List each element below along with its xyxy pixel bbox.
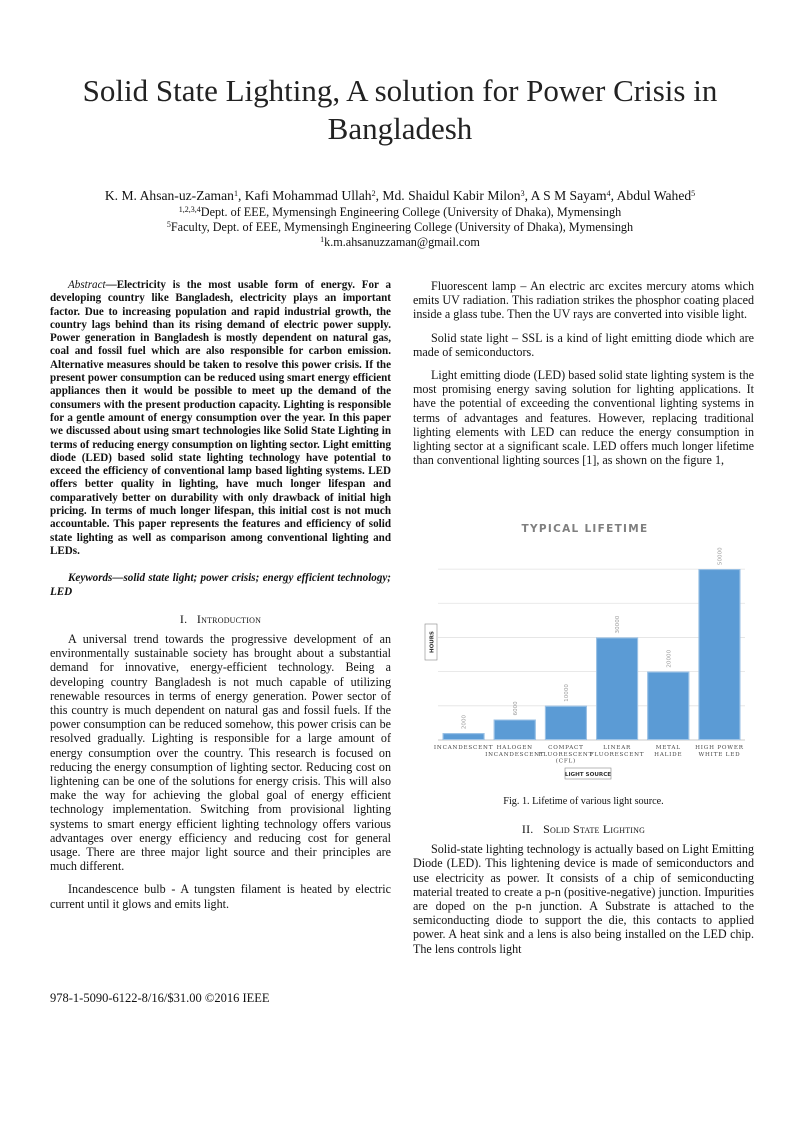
intro-paragraph: Incandescence bulb - A tungsten filament is heated by electric current until it glows and emits light.: [50, 882, 391, 911]
chart-category-label: METAL: [655, 745, 681, 751]
affiliation-text: Faculty, Dept. of EEE, Mymensingh Engineering College (University of Dhaka), Mymensingh: [170, 220, 634, 234]
abstract: [50, 279, 391, 558]
author-sup: 1: [233, 189, 238, 198]
chart-data-label: 30000: [615, 615, 622, 634]
chart-bar: [494, 719, 536, 740]
chart-category-label: COMPACT: [548, 745, 584, 751]
chart-bar: [698, 569, 740, 740]
body-paragraph: Fluorescent lamp – An electric arc excites mercury atoms which emits UV radiation. This radiation strikes the phosphor coating placed inside a glass tube. Then the UV rays are converted into visible light.: [413, 279, 754, 322]
affiliation-text: Dept. of EEE, Mymensingh Engineering College (University of Dhaka), Mymensingh: [200, 205, 622, 219]
section-heading-introduction: [50, 612, 391, 626]
chart-bar: [647, 672, 689, 740]
chart-category-label: FLUORESCENT: [589, 751, 645, 758]
affiliation-line: [40, 220, 760, 235]
author-sup: 5: [691, 189, 696, 198]
copyright-footer: 978-1-5090-6122-8/16/$31.00 ©2016 IEEE: [50, 991, 270, 1005]
body-paragraph: Light emitting diode (LED) based solid state lighting system is the most promising energy saving solution for lighting applications. It have the potential of exceeding the conventional lighting systems in terms of advantages and features. However, replacing traditional lighting elements with LED can reduce the energy consumption in lighting sector at a significant scale. LED offers much longer lifetime than conventional lighting sources [1], as shown on the figure 1,: [413, 368, 754, 468]
chart-category-label: WHITE LED: [698, 751, 741, 758]
author-name: Kafi Mohammad Ullah: [244, 188, 372, 203]
affiliation-line: [40, 205, 760, 220]
x-axis-label: LIGHT SOURCE: [564, 772, 612, 778]
author-sup: 4: [606, 189, 611, 198]
chart-bar: [596, 637, 638, 740]
paper-title: Solid State Lighting, A solution for Power Crisis in Bangladesh: [82, 73, 718, 146]
abstract-text: —Electricity is the most usable form of energy. For a developing country like Bangladesh, electricity plays an important factor. Due to increasing population and rapid industrial growth, the country lags behind than its rising demand of electric power supply. Power generation in Bangladesh is mostly dependent on natural gas, coal and fossil fuel which are also responsible for carbon emission. Alternative measures should be taken to resolve this power crisis. If the present power consumption can be reduced using smart energy efficient appliances then it would be possible to meet up the demand of the consumers with the present production capacity. Lighting is responsible for a gentle amount of energy consumption over the year. In this paper we discussed about using smart technologies like Solid State Lighting in terms of reducing energy consumption on lighting sector. Light emitting diode (LED) based solid state lighting technology have potential to exceed the efficiency of conventional lamp based lighting systems. LED offers better quality in lighting, have much longer lifespan and comparatively better on durability with only drawback of initial high pricing. In terms of much longer lifespan, this initial cost is not much accountable. This paper represents the features and efficiency of solid state lighting as well as comparison among conventional lighting and LEDs.: [50, 279, 391, 557]
affiliation-sup: 1,2,3,4: [178, 205, 201, 214]
section-number: II.: [521, 822, 534, 836]
author-sup: 2: [371, 189, 376, 198]
author-name: Abdul Wahed: [616, 188, 692, 203]
lifetime-chart-svg: [420, 512, 750, 790]
chart-category-label: INCANDESCENT: [485, 751, 545, 758]
chart-category-label: FLUORESCENT: [538, 751, 594, 758]
abstract-lead: Abstract: [68, 279, 106, 291]
author-name: K. M. Ahsan-uz-Zaman: [104, 188, 234, 203]
email-line: [40, 235, 760, 250]
author-list: K. M. Ahsan-uz-Zaman$^1$, Kafi Mohammad Ullah$^2$, Md. Shaidul Kabir Milon$^3$, A S M Sayam$^4$, Abdul Wahed$^5$: [104, 188, 696, 203]
chart-bar: [545, 706, 587, 740]
author-name: Md. Shaidul Kabir Milon: [382, 188, 521, 203]
section-title: Introduction: [196, 611, 262, 626]
ssl-paragraph: Solid-state lighting technology is actually based on Light Emitting Diode (LED). This lightening device is made of semiconductors and use electricity as power. It consists of a chip of semiconducting material treated to create a p-n (positive-negative) junction. Impurities are doped on the p-n junction. A Substrate is attached to the semiconducting diode to support the die, this contacts to applied power. A heat sink and a lens is also being installed on the LED chip. The lens controls light: [413, 842, 754, 956]
chart-category-label: LINEAR: [603, 745, 632, 751]
author-sup: 3: [520, 189, 525, 198]
chart-data-label: 10000: [563, 684, 570, 702]
chart-bar: [443, 733, 485, 740]
section-title: Solid State Lighting: [543, 822, 646, 836]
section-heading-ssl: [413, 822, 754, 836]
chart-category-label: HALIDE: [654, 751, 683, 758]
figure-caption: Fig. 1. Lifetime of various light source.: [503, 796, 664, 807]
left-column: [50, 279, 391, 911]
chart-category-label: HALOGEN: [496, 745, 533, 751]
section-2: [413, 822, 754, 956]
chart-category-label: INCANDESCENT: [433, 745, 494, 751]
author-email: k.m.ahsanuzzaman@gmail.com: [324, 235, 480, 249]
affiliation-sup: 1: [320, 235, 325, 244]
chart-data-label: 6000: [512, 701, 519, 716]
affiliation-sup: 5: [166, 220, 171, 229]
chart-data-label: 50000: [717, 547, 724, 566]
chart-data-label: 20000: [666, 649, 673, 668]
chart-title: TYPICAL LIFETIME: [521, 523, 649, 535]
keywords: Keywords—solid state light; power crisis; energy efficient technology; LED: [50, 572, 391, 598]
chart-data-label: 2000: [461, 714, 468, 730]
intro-paragraph: A universal trend towards the progressive development of an environmentally sustainable society has brought about a substantial demand for innovative, energy-efficient technology. Being a developing country Bangladesh is not much capable of utilizing renewable resources in terms of energy generation. Power sector of this country is much dependent on natural gas and fossil fuels. If the power consumption can be reduced somehow, this power crisis can be resolved gradually. Lighting is responsible for a large amount of energy consumption over the country. This research is focused on reducing the energy consumption of lighting sector. Reducing cost on lightening can be one of the solutions for energy crisis. This will also make the way for achieving the global goal of energy efficient technology implementation. Switching from provisional lighting systems to smart energy efficient lighting technology offers various advantages over energy efficiency and reducing cost for general usage. There are three major light source and their principles are much different.: [50, 632, 391, 874]
chart-category-label: HIGH POWER: [695, 745, 744, 751]
body-paragraph: Solid state light – SSL is a kind of light emitting diode which are made of semiconductors.: [413, 330, 754, 359]
author-name: A S M Sayam: [530, 188, 607, 203]
y-axis-label: HOURS: [429, 631, 436, 653]
chart-category-label: (CFL): [555, 758, 577, 765]
lifetime-chart: [420, 512, 750, 790]
section-number: I.: [179, 611, 188, 626]
right-column: [413, 279, 754, 467]
